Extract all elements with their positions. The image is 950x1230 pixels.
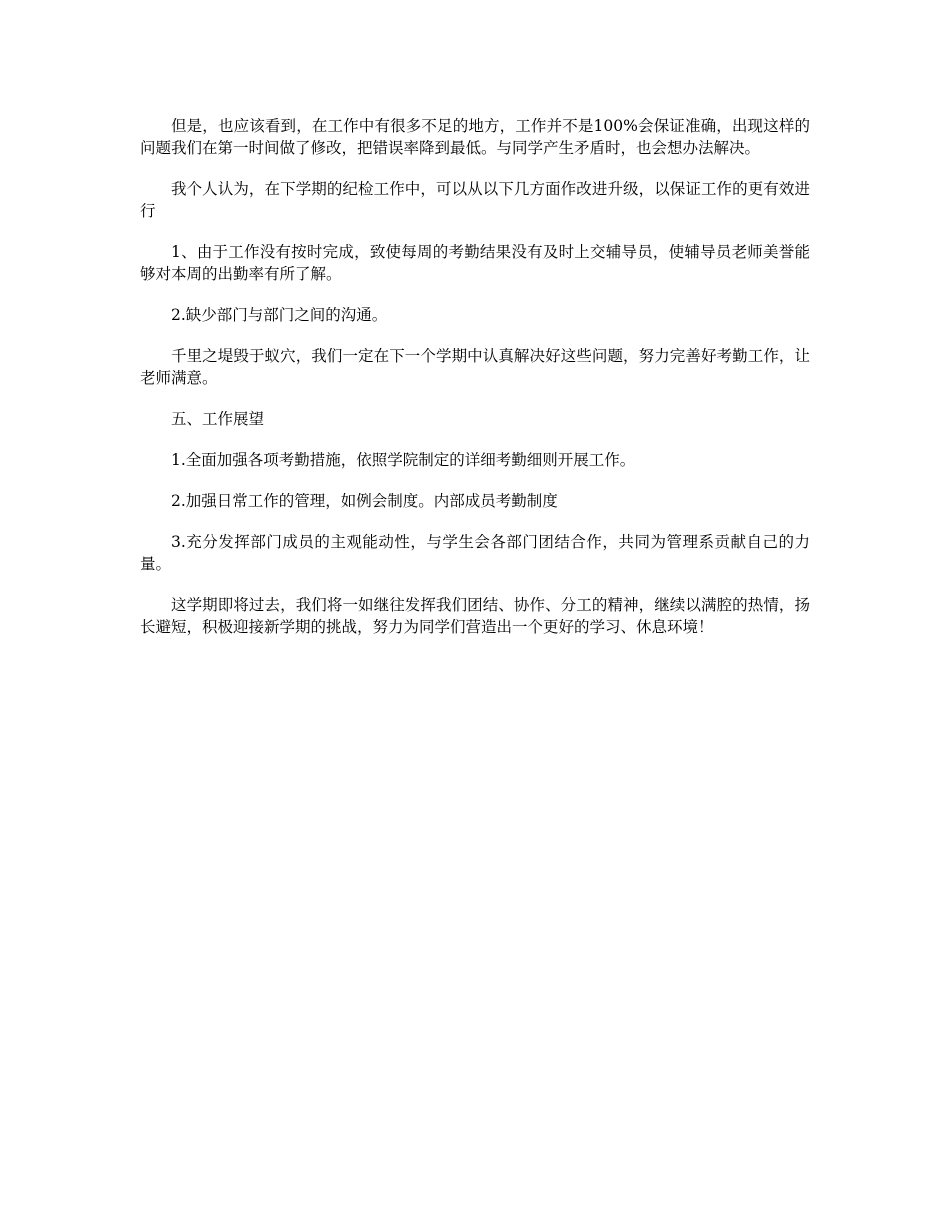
paragraph-issue-1: 1、由于工作没有按时完成，致使每周的考勤结果没有及时上交辅导员，使辅导员老师美誉能够对本周的出勤率有所了解。 (140, 243, 810, 283)
paragraph-resolution: 千里之堤毁于蚁穴，我们一定在下一个学期中认真解决好这些问题，努力完善好考勤工作，让老师满意。 (140, 347, 810, 387)
paragraph-improvement-intro: 我个人认为，在下学期的纪检工作中，可以从以下几方面作改进升级，以保证工作的更有效进行 (140, 180, 810, 220)
section-heading-outlook: 五、工作展望 (171, 410, 265, 428)
paragraph-outlook-1: 1.全面加强各项考勤措施，依照学院制定的详细考勤细则开展工作。 (171, 451, 636, 469)
paragraph-issue-2: 2.缺少部门与部门之间的沟通。 (171, 306, 388, 324)
paragraph-closing: 这学期即将过去，我们将一如继往发挥我们团结、协作、分工的精神，继续以满腔的热情，扬长避短，积极迎接新学期的挑战，努力为同学们营造出一个更好的学习、休息环境！ (140, 596, 810, 636)
document-body (140, 115, 810, 657)
paragraph-outlook-2: 2.加强日常工作的管理，如例会制度。内部成员考勤制度 (171, 492, 558, 510)
paragraph-outlook-3: 3.充分发挥部门成员的主观能动性，与学生会各部门团结合作，共同为管理系贡献自己的力量。 (140, 533, 810, 573)
paragraph-shortcomings: 但是，也应该看到，在工作中有很多不足的地方，工作并不是100%会保证准确，出现这样的问题我们在第一时间做了修改，把错误率降到最低。与同学产生矛盾时，也会想办法解决。 (140, 117, 810, 157)
